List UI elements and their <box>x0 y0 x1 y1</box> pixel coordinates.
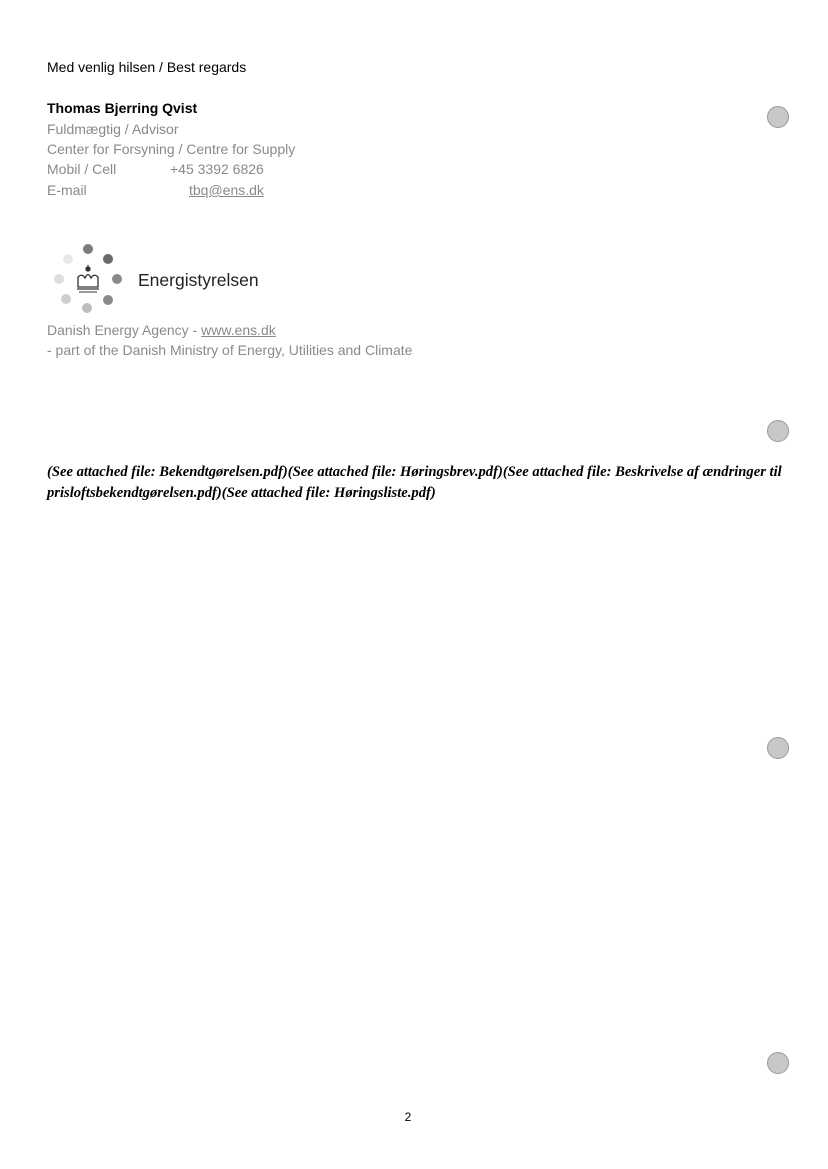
mobile-label: Mobil / Cell <box>47 161 117 177</box>
agency-logo <box>47 240 287 320</box>
email-link[interactable]: tbq@ens.dk <box>189 182 264 198</box>
sender-name: Thomas Bjerring Qvist <box>47 100 198 116</box>
logo-wordmark: Energistyrelsen <box>138 270 259 290</box>
greeting: Med venlig hilsen / Best regards <box>47 59 247 75</box>
mobile-value: +45 3392 6826 <box>170 161 264 177</box>
punch-hole-icon <box>767 737 789 759</box>
punch-hole-icon <box>767 106 789 128</box>
sender-centre: Center for Forsyning / Centre for Supply <box>47 141 296 157</box>
mobile-row <box>47 161 264 177</box>
logo-dots-icon <box>47 240 137 320</box>
crown-icon <box>77 265 99 292</box>
attachments-text: (See attached file: Bekendtgørelsen.pdf)(See attached file: Høringsbrev.pdf)(See attached file: Beskrivelse af ændringer til prisloftsbekendtgørelsen.pdf)(See attached file: Høringsliste.pdf) <box>47 464 782 501</box>
page-number: 2 <box>404 1110 412 1124</box>
email-label: E-mail <box>47 182 87 198</box>
punch-hole-icon <box>767 1052 789 1074</box>
punch-hole-icon <box>767 420 789 442</box>
ministry-line: - part of the Danish Ministry of Energy, Utilities and Climate <box>47 342 413 358</box>
agency-prefix: Danish Energy Agency - <box>47 322 202 338</box>
sender-title: Fuldmægtig / Advisor <box>47 121 179 137</box>
agency-line <box>47 322 276 338</box>
email-row <box>47 182 264 198</box>
agency-website-link[interactable]: www.ens.dk <box>201 322 276 338</box>
